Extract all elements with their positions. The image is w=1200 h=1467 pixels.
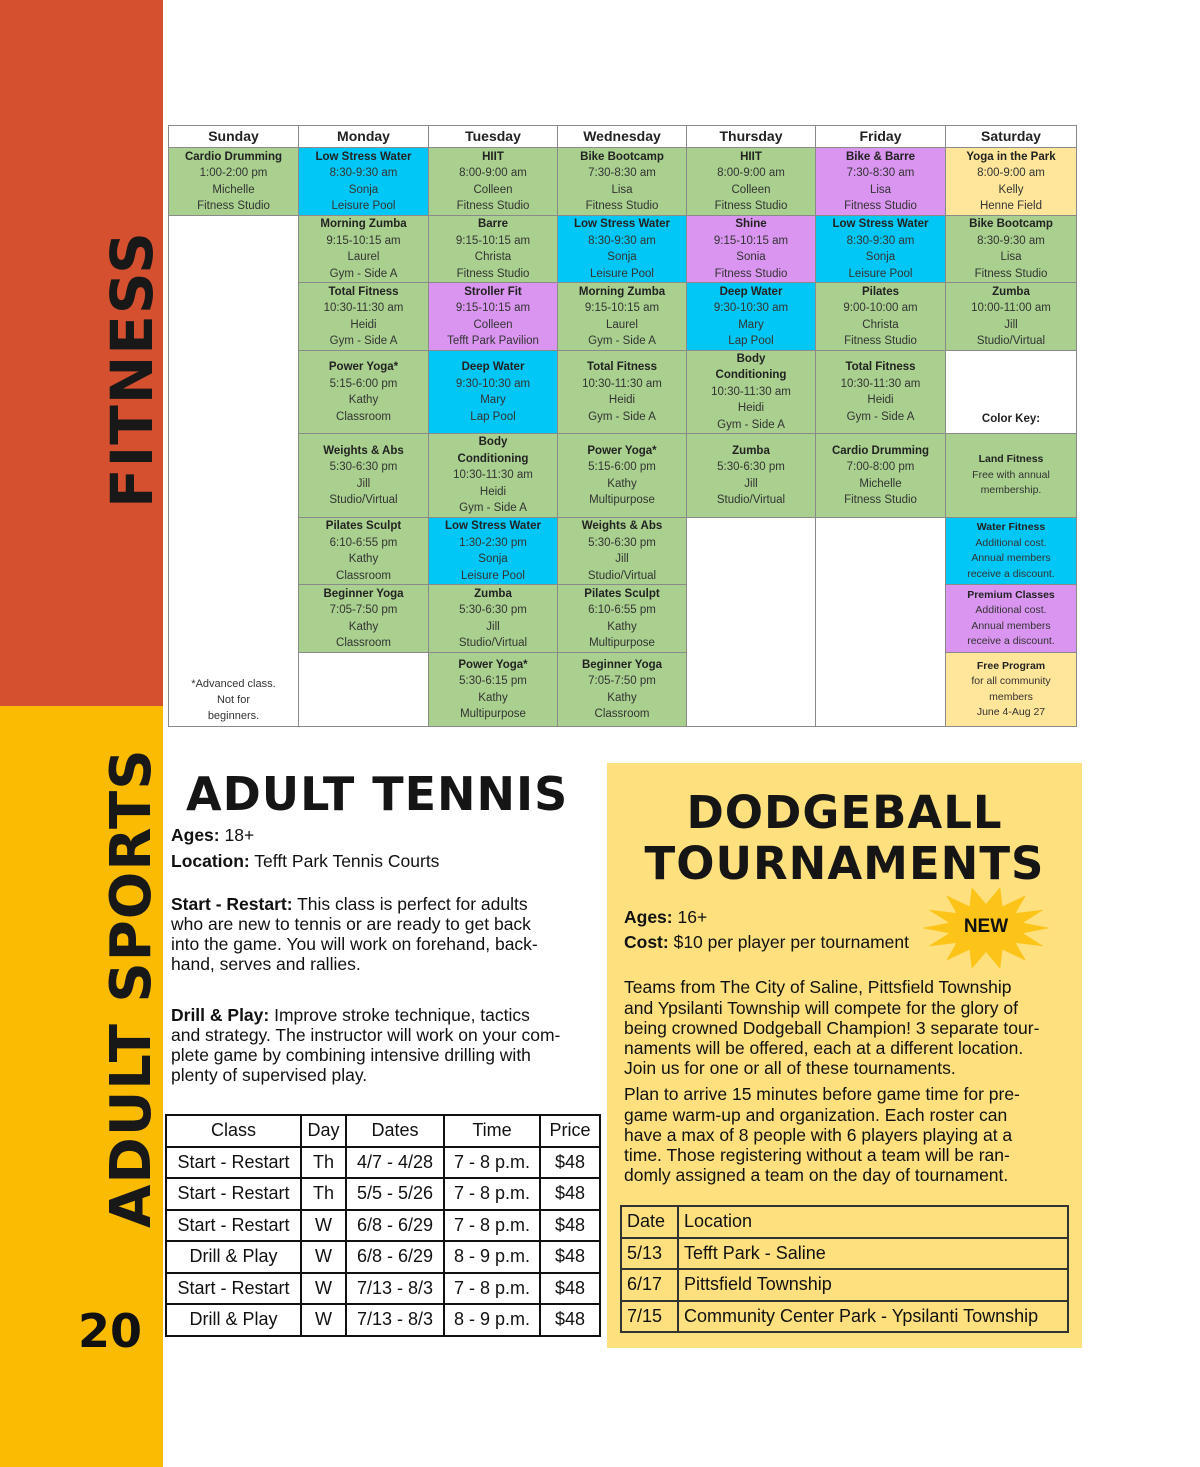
color-key-free: Free Program for all community members June 4-Aug 27	[945, 652, 1077, 727]
class-cell-monday: Power Yoga* 5:15-6:00 pm Kathy Classroom	[298, 350, 429, 434]
table-cell: W	[301, 1304, 346, 1336]
table-cell: 4/7 - 4/28	[346, 1147, 444, 1179]
color-key-water: Water Fitness Additional cost. Annual members receive a discount.	[945, 517, 1077, 585]
class-cell-tuesday: Zumba 5:30-6:30 pm Jill Studio/Virtual	[428, 584, 558, 653]
day-header: Sunday	[168, 125, 299, 148]
table-cell: Start - Restart	[166, 1147, 301, 1179]
page-number: 20	[78, 1304, 143, 1358]
tennis-start-restart-description: Start - Restart: This class is perfect for adults who are new to tennis or are ready to get back into the game. You will work on forehand, back- hand, serves and rallies.	[171, 894, 538, 974]
fitness-section-label: FITNESS	[98, 231, 166, 508]
class-cell-wednesday: Power Yoga* 5:15-6:00 pm Kathy Multipurpose	[557, 433, 687, 518]
class-cell-thursday: Deep Water 9:30-10:30 am Mary Lap Pool	[686, 282, 816, 351]
class-cell-wednesday: Pilates Sculpt 6:10-6:55 pm Kathy Multipurpose	[557, 584, 687, 653]
table-row	[621, 1269, 1068, 1301]
tennis-drill-play-description: Drill & Play: Improve stroke technique, tactics and strategy. The instructor will work on your com- plete game by combining intensive drilling with plenty of supervised play.	[171, 1005, 561, 1085]
table-row	[166, 1147, 600, 1179]
column-header: Dates	[346, 1115, 444, 1147]
table-cell: 5/13	[621, 1238, 678, 1270]
table-cell: Drill & Play	[166, 1304, 301, 1336]
day-header: Friday	[815, 125, 946, 148]
tennis-location: Location: Tefft Park Tennis Courts	[171, 851, 440, 871]
table-header-row	[621, 1206, 1068, 1238]
class-cell-tuesday: Stroller Fit 9:15-10:15 am Colleen Tefft Park Pavilion	[428, 282, 558, 351]
color-key-heading: Color Key:	[945, 350, 1077, 434]
table-cell: 8 - 9 p.m.	[444, 1304, 540, 1336]
table-cell: 6/8 - 6/29	[346, 1210, 444, 1242]
table-header-row	[166, 1115, 600, 1147]
column-header: Location	[678, 1206, 1068, 1238]
dodgeball-cost: Cost: $10 per player per tournament	[624, 932, 910, 953]
class-cell-friday: Bike & Barre 7:30-8:30 am Lisa Fitness Studio	[815, 147, 946, 216]
table-cell: 7/13 - 8/3	[346, 1304, 444, 1336]
table-row	[166, 1210, 600, 1242]
column-header: Date	[621, 1206, 678, 1238]
table-cell: $48	[540, 1273, 600, 1305]
class-cell-tuesday: Power Yoga* 5:30-6:15 pm Kathy Multipurpose	[428, 652, 558, 727]
adult-tennis-description	[171, 825, 596, 1085]
class-cell-monday: Weights & Abs 5:30-6:30 pm Jill Studio/Virtual	[298, 433, 429, 518]
dodgeball-ages: Ages: 16+	[624, 907, 708, 927]
adult-sports-section-label: ADULT SPORTS	[99, 748, 164, 1228]
class-cell-wednesday: Bike Bootcamp 7:30-8:30 am Lisa Fitness Studio	[557, 147, 687, 216]
table-cell: Start - Restart	[166, 1273, 301, 1305]
class-cell-tuesday: Barre 9:15-10:15 am Christa Fitness Studio	[428, 215, 558, 283]
table-cell: Community Center Park - Ypsilanti Township	[678, 1301, 1068, 1333]
class-cell-tuesday: HIIT 8:00-9:00 am Colleen Fitness Studio	[428, 147, 558, 216]
dodgeball-description	[624, 907, 1074, 1185]
class-cell-friday: Cardio Drumming 7:00-8:00 pm Michelle Fitness Studio	[815, 433, 946, 518]
column-header: Class	[166, 1115, 301, 1147]
tennis-ages: Ages: 18+	[171, 825, 255, 845]
class-cell-sunday: Cardio Drumming 1:00-2:00 pm Michelle Fitness Studio	[168, 147, 299, 216]
table-cell: Pittsfield Township	[678, 1269, 1068, 1301]
dodgeball-paragraph-1: Teams from The City of Saline, Pittsfield Township and Ypsilanti Township will compete for the glory of being crowned Dodgeball Champion! 3 separate tour- naments will be offered, each at a different location. Join us for one or all of these tournaments.	[624, 977, 1040, 1079]
dodgeball-paragraph-2: Plan to arrive 15 minutes before game time for pre- game warm-up and organization. Each roster can have a max of 8 people with 6 players playing at a time. Those registering without a team will be ran- domly assigned a team on the day of tournament.	[624, 1084, 1020, 1186]
class-cell-saturday: Yoga in the Park 8:00-9:00 am Kelly Henne Field	[945, 147, 1077, 216]
dodgeball-title: DODGEBALL TOURNAMENTS	[644, 786, 1045, 890]
table-cell: 7/15	[621, 1301, 678, 1333]
class-cell-wednesday: Low Stress Water 8:30-9:30 am Sonja Leisure Pool	[557, 215, 687, 283]
table-cell: 7 - 8 p.m.	[444, 1178, 540, 1210]
table-cell: 8 - 9 p.m.	[444, 1241, 540, 1273]
table-cell: 6/17	[621, 1269, 678, 1301]
class-cell-tuesday: Low Stress Water 1:30-2:30 pm Sonja Leisure Pool	[428, 517, 558, 585]
color-key-land: Land Fitness Free with annual membership.	[945, 433, 1077, 518]
table-row	[621, 1238, 1068, 1270]
class-cell-wednesday: Beginner Yoga 7:05-7:50 pm Kathy Classroom	[557, 652, 687, 727]
class-cell-tuesday: Body Conditioning 10:30-11:30 am Heidi Gym - Side A	[428, 433, 558, 518]
table-row	[166, 1304, 600, 1336]
fitness-schedule-grid	[168, 125, 1076, 726]
column-header: Time	[444, 1115, 540, 1147]
table-cell: W	[301, 1241, 346, 1273]
table-cell: $48	[540, 1147, 600, 1179]
class-cell-wednesday: Morning Zumba 9:15-10:15 am Laurel Gym - Side A	[557, 282, 687, 351]
column-header: Price	[540, 1115, 600, 1147]
class-cell-tuesday: Deep Water 9:30-10:30 am Mary Lap Pool	[428, 350, 558, 434]
class-cell-saturday: Zumba 10:00-11:00 am Jill Studio/Virtual	[945, 282, 1077, 351]
table-row	[166, 1241, 600, 1273]
class-cell-monday: Low Stress Water 8:30-9:30 am Sonja Leisure Pool	[298, 147, 429, 216]
table-cell: Th	[301, 1178, 346, 1210]
table-row	[621, 1301, 1068, 1333]
day-header: Monday	[298, 125, 429, 148]
class-cell-monday: Beginner Yoga 7:05-7:50 pm Kathy Classroom	[298, 584, 429, 653]
table-cell: $48	[540, 1210, 600, 1242]
table-cell: $48	[540, 1304, 600, 1336]
table-cell: Tefft Park - Saline	[678, 1238, 1068, 1270]
dodgeball-panel	[607, 763, 1082, 1348]
table-cell: W	[301, 1210, 346, 1242]
tennis-schedule-table	[165, 1114, 601, 1337]
color-key-premium: Premium Classes Additional cost. Annual members receive a discount.	[945, 584, 1077, 653]
dodgeball-schedule-table	[620, 1205, 1069, 1333]
table-cell: W	[301, 1273, 346, 1305]
empty-cell	[298, 652, 429, 727]
table-cell: 6/8 - 6/29	[346, 1241, 444, 1273]
empty-cell	[686, 517, 816, 727]
class-cell-monday: Total Fitness 10:30-11:30 am Heidi Gym - Side A	[298, 282, 429, 351]
column-header: Day	[301, 1115, 346, 1147]
class-cell-monday: Morning Zumba 9:15-10:15 am Laurel Gym - Side A	[298, 215, 429, 283]
class-cell-friday: Total Fitness 10:30-11:30 am Heidi Gym - Side A	[815, 350, 946, 434]
table-cell: 7 - 8 p.m.	[444, 1210, 540, 1242]
day-header: Tuesday	[428, 125, 558, 148]
table-cell: 7/13 - 8/3	[346, 1273, 444, 1305]
advanced-class-note: *Advanced class. Not for beginners.	[168, 215, 299, 727]
table-cell: 7 - 8 p.m.	[444, 1273, 540, 1305]
class-cell-thursday: Body Conditioning 10:30-11:30 am Heidi Gym - Side A	[686, 350, 816, 434]
table-cell: 7 - 8 p.m.	[444, 1147, 540, 1179]
class-cell-wednesday: Weights & Abs 5:30-6:30 pm Jill Studio/Virtual	[557, 517, 687, 585]
class-cell-wednesday: Total Fitness 10:30-11:30 am Heidi Gym - Side A	[557, 350, 687, 434]
class-cell-monday: Pilates Sculpt 6:10-6:55 pm Kathy Classroom	[298, 517, 429, 585]
new-badge: NEW	[963, 916, 1009, 937]
class-cell-thursday: HIIT 8:00-9:00 am Colleen Fitness Studio	[686, 147, 816, 216]
table-cell: Drill & Play	[166, 1241, 301, 1273]
table-cell: $48	[540, 1241, 600, 1273]
class-cell-friday: Low Stress Water 8:30-9:30 am Sonja Leisure Pool	[815, 215, 946, 283]
adult-tennis-title: ADULT TENNIS	[186, 767, 569, 821]
class-cell-saturday: Bike Bootcamp 8:30-9:30 am Lisa Fitness Studio	[945, 215, 1077, 283]
class-cell-thursday: Zumba 5:30-6:30 pm Jill Studio/Virtual	[686, 433, 816, 518]
class-cell-friday: Pilates 9:00-10:00 am Christa Fitness Studio	[815, 282, 946, 351]
day-header: Saturday	[945, 125, 1077, 148]
day-header: Wednesday	[557, 125, 687, 148]
table-row	[166, 1178, 600, 1210]
table-row	[166, 1273, 600, 1305]
table-cell: Start - Restart	[166, 1178, 301, 1210]
table-cell: Start - Restart	[166, 1210, 301, 1242]
empty-cell	[815, 517, 946, 727]
day-header: Thursday	[686, 125, 816, 148]
class-cell-thursday: Shine 9:15-10:15 am Sonia Fitness Studio	[686, 215, 816, 283]
table-cell: 5/5 - 5/26	[346, 1178, 444, 1210]
table-cell: $48	[540, 1178, 600, 1210]
table-cell: Th	[301, 1147, 346, 1179]
